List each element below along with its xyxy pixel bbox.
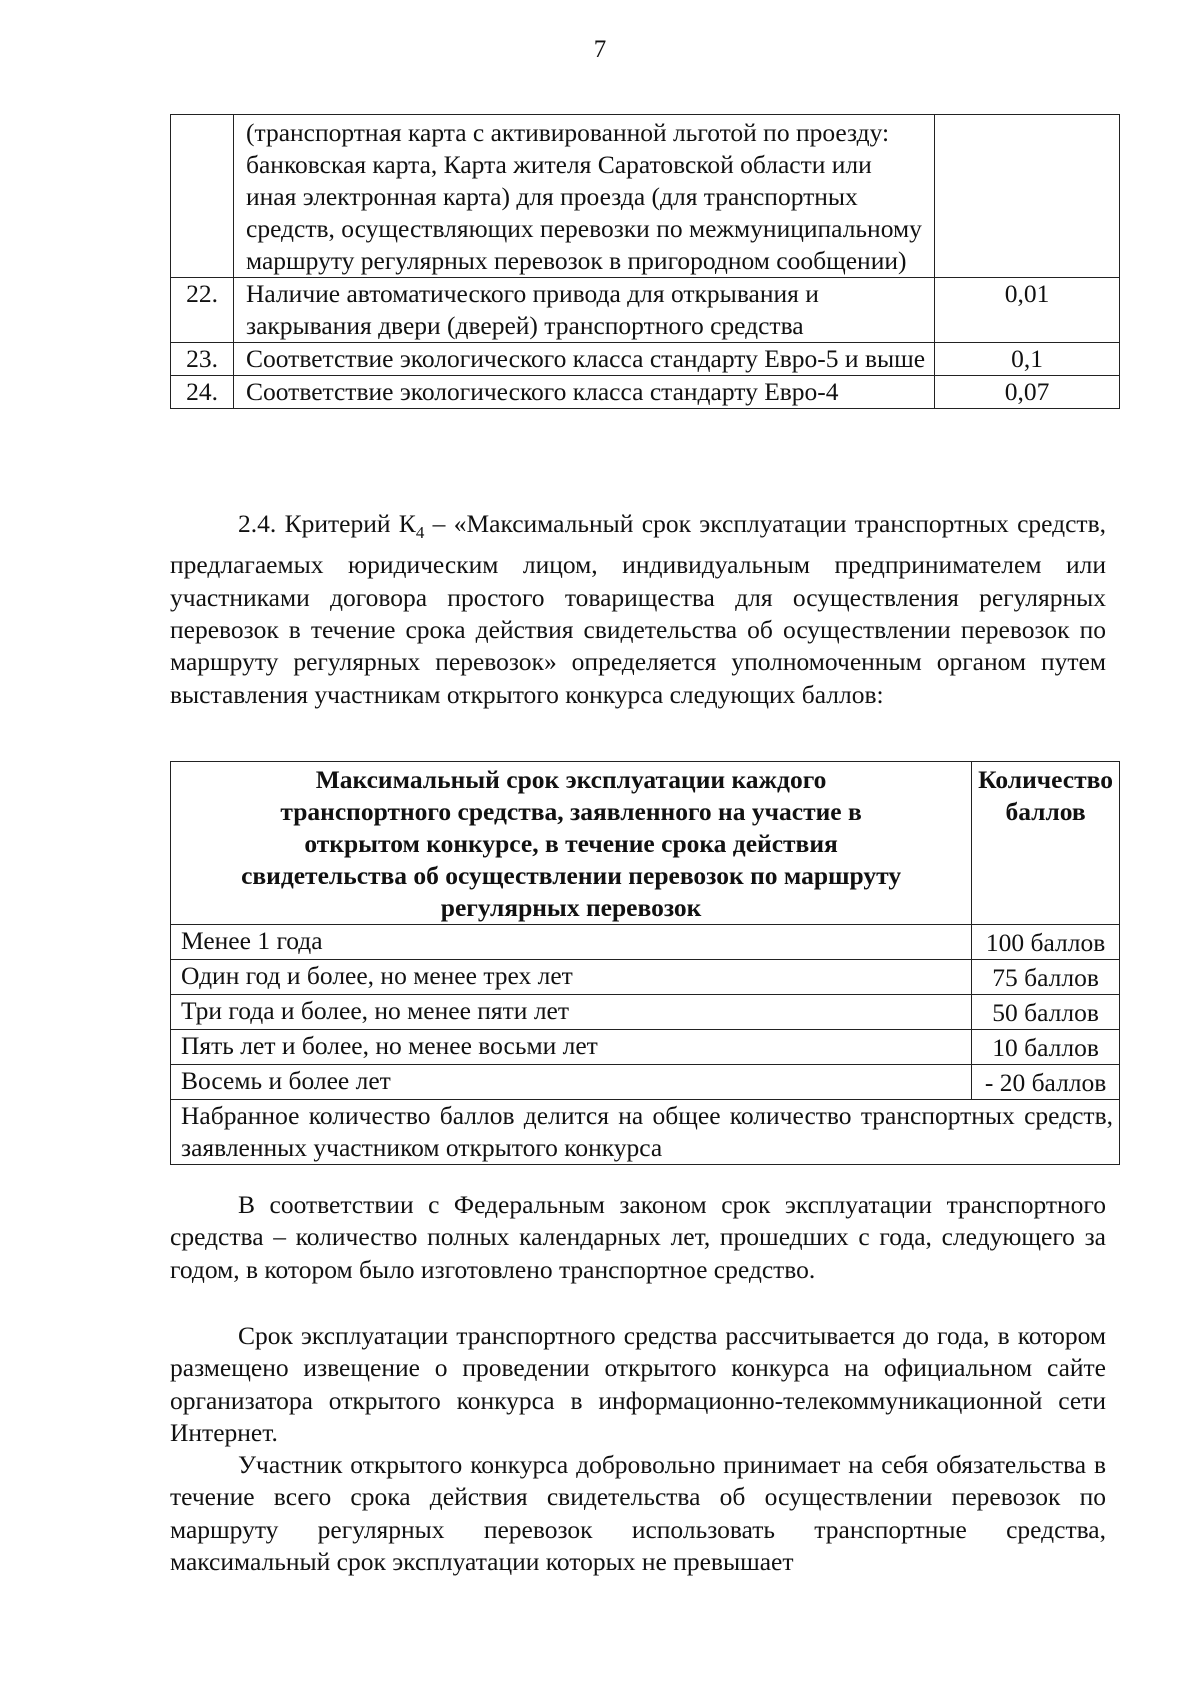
page-number: 7 (593, 36, 607, 63)
row-score (935, 115, 1120, 278)
row-score: 0,01 (935, 278, 1120, 343)
points-cell: 75 баллов (972, 960, 1120, 995)
header-term: Максимальный срок эксплуатации каждого транспортного средства, заявленного на участие в открытом конкурсе, в течение срока действия свидетельства об осуществлении перевозок по маршруту регулярных перевозок (171, 762, 972, 925)
term-cell: Пять лет и более, но менее восьми лет (171, 1030, 972, 1065)
term-cell: Три года и более, но менее пяти лет (171, 995, 972, 1030)
table-row (171, 278, 1120, 343)
row-number (171, 115, 234, 278)
row-number: 24. (171, 376, 234, 409)
table-row (171, 960, 1120, 995)
paragraph-service-life-calculation: Срок эксплуатации транспортного средства рассчитывается до года, в котором размещено извещение о проведении открытого конкурса на официальном сайте организатора открытого конкурса в информационно-телекоммуникационной сети Интернет. (170, 1321, 1106, 1447)
points-cell: - 20 баллов (972, 1065, 1120, 1100)
row-number: 22. (171, 278, 234, 343)
paragraph-service-life-definition: В соответствии с Федеральным законом срок эксплуатации транспортного средства – количество полных календарных лет, прошедших с года, следующего за годом, в котором было изготовлено транспортное средство. (170, 1190, 1106, 1284)
points-cell: 50 баллов (972, 995, 1120, 1030)
points-cell: 10 баллов (972, 1030, 1120, 1065)
row-description: Соответствие экологического класса стандарту Евро-4 (234, 376, 935, 409)
row-score: 0,07 (935, 376, 1120, 409)
section-text-end: – «Максимальный срок эксплуатации транспортных средств, предлагаемых юридическим лицом, индивидуальным предпринимателем или участниками договора простого товарищества для осуществления регулярных перевозок в течение срока действия свидетельства об осуществлении перевозок по маршруту регулярных перевозок» определяется уполномоченным органом путем выставления участникам открытого конкурса следующих баллов: (170, 509, 1106, 709)
table-row (171, 115, 1120, 278)
row-score: 0,1 (935, 343, 1120, 376)
table-note-row (171, 1100, 1120, 1165)
table-header-row (171, 762, 1120, 925)
row-number: 23. (171, 343, 234, 376)
section-text-start: 2.4. Критерий К (238, 509, 416, 538)
section-2-4-paragraph (170, 508, 1106, 711)
points-table (170, 761, 1120, 1165)
term-cell: Один год и более, но менее трех лет (171, 960, 972, 995)
criteria-table (170, 114, 1120, 409)
paragraph-participant-obligations: Участник открытого конкурса добровольно принимает на себя обязательства в течение всего срока действия свидетельства об осуществлении перевозок по маршруту регулярных перевозок использовать транспортные средства, максимальный срок эксплуатации которых не превышает (170, 1450, 1106, 1576)
term-cell: Восемь и более лет (171, 1065, 972, 1100)
table-row (171, 1065, 1120, 1100)
table-note: Набранное количество баллов делится на общее количество транспортных средств, заявленных участником открытого конкурса (171, 1100, 1120, 1165)
points-cell: 100 баллов (972, 925, 1120, 960)
table-row (171, 376, 1120, 409)
row-description: Наличие автоматического привода для открывания и закрывания двери (дверей) транспортного средства (234, 278, 935, 343)
row-description: (транспортная карта с активированной льготой по проезду: банковская карта, Карта жителя Саратовской области или иная электронная карта) для проезда (для транспортных средств, осуществляющих перевозки по межмуниципальному маршруту регулярных перевозок в пригородном сообщении) (234, 115, 935, 278)
table-row (171, 995, 1120, 1030)
table-row (171, 1030, 1120, 1065)
row-description: Соответствие экологического класса стандарту Евро-5 и выше (234, 343, 935, 376)
term-cell: Менее 1 года (171, 925, 972, 960)
header-points: Количество баллов (972, 762, 1120, 925)
table-row (171, 343, 1120, 376)
table-row (171, 925, 1120, 960)
section-subscript: 4 (415, 523, 425, 543)
